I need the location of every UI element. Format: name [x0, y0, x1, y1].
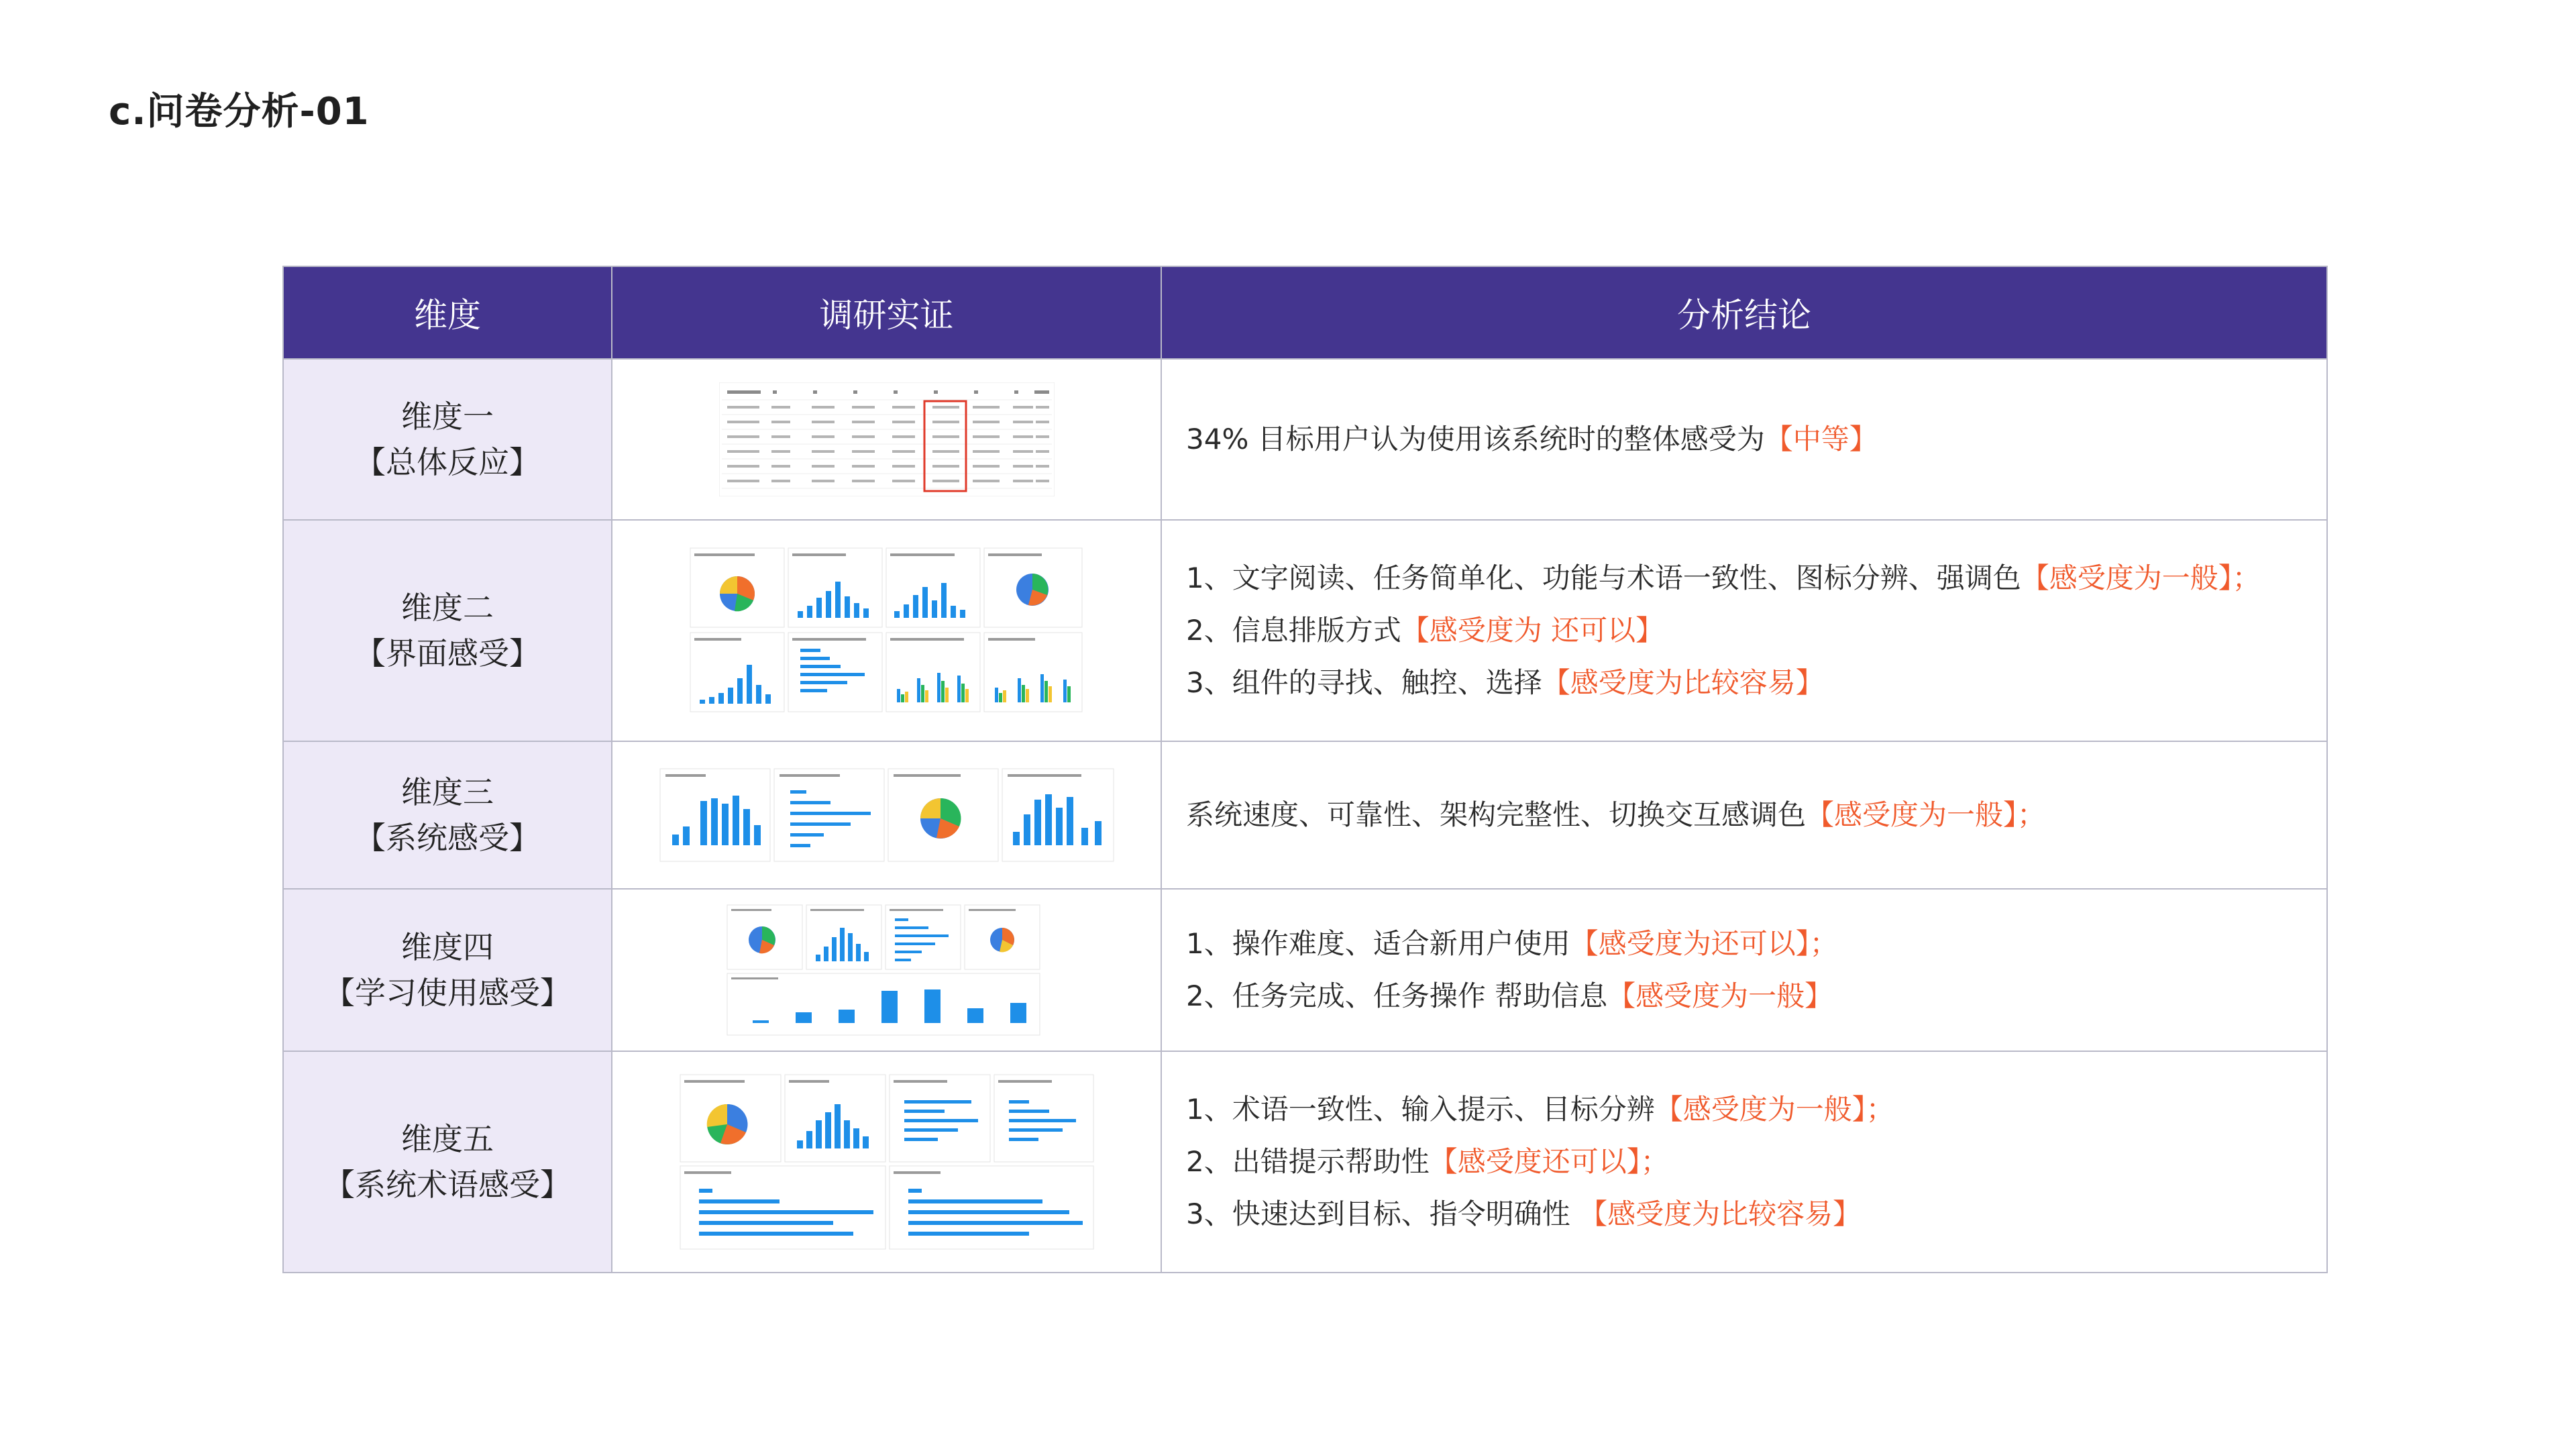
header-dimension: 维度 [283, 266, 612, 359]
conclusion-text: 3、组件的寻找、触控、选择 [1186, 666, 1542, 699]
conclusion-highlight: 【感受度为一般】； [1654, 1093, 1894, 1126]
conclusion-highlight: 【中等】 [1764, 423, 1878, 455]
chart-grid-thumbnail [679, 1073, 1095, 1250]
dimension-cell [283, 359, 612, 520]
chart-grid-thumbnail [689, 547, 1085, 714]
conclusion-line [1186, 789, 2326, 841]
conclusion-cell [1161, 359, 2327, 520]
conclusion-cell [1161, 520, 2327, 741]
conclusion-highlight: 【感受度为一般】 [1607, 979, 1833, 1012]
conclusion-text: 系统速度、可靠性、架构完整性、切换交互感调色 [1186, 798, 1807, 831]
dimension-label: 【学习使用感受】 [324, 975, 571, 1011]
evidence-cell [612, 889, 1161, 1051]
header-evidence: 调研实证 [612, 266, 1161, 359]
dimension-name: 维度二 [401, 590, 494, 626]
table-row [283, 741, 2327, 889]
evidence-cell [612, 741, 1161, 889]
conclusion-line [1186, 970, 2326, 1022]
dimension-name: 维度一 [401, 398, 494, 435]
conclusion-text: 3、快速达到目标、指令明确性 [1186, 1197, 1580, 1230]
conclusion-line [1186, 413, 2326, 466]
dimension-cell [283, 741, 612, 889]
evidence-cell [612, 359, 1161, 520]
table-header-row [283, 266, 2327, 359]
dimension-cell [283, 1051, 612, 1273]
conclusion-highlight: 【感受度为比较容易】 [1542, 666, 1824, 699]
conclusion-line [1186, 1083, 2326, 1136]
conclusion-line [1186, 1188, 2326, 1240]
survey-table-thumbnail [719, 382, 1055, 496]
conclusion-text: 1、操作难度、适合新用户使用 [1186, 927, 1570, 960]
dimension-cell [283, 889, 612, 1051]
conclusion-line [1186, 552, 2326, 604]
dimension-label: 【界面感受】 [355, 635, 540, 672]
conclusion-highlight: 【感受度为还可以】； [1570, 927, 1838, 960]
dimension-name: 维度五 [401, 1121, 494, 1157]
dimension-name: 维度四 [401, 929, 494, 965]
table-row [283, 889, 2327, 1051]
chart-bar-thumbnail [726, 904, 1048, 1036]
header-conclusion: 分析结论 [1161, 266, 2327, 359]
conclusion-highlight: 【感受度为比较容易】 [1579, 1197, 1862, 1230]
conclusion-cell [1161, 1051, 2327, 1273]
table-row [283, 359, 2327, 520]
table-row [283, 1051, 2327, 1273]
conclusion-line [1186, 657, 2326, 709]
conclusion-cell [1161, 889, 2327, 1051]
conclusion-text: 1、文字阅读、任务简单化、功能与术语一致性、图标分辨、强调色 [1186, 561, 2021, 594]
dimension-label: 【总体反应】 [355, 444, 540, 480]
conclusion-highlight: 【感受度为 还可以】 [1401, 614, 1664, 647]
conclusion-highlight: 【感受度为一般】； [1806, 798, 2046, 831]
table-row [283, 520, 2327, 741]
conclusion-highlight: 【感受度为一般】； [2021, 561, 2261, 594]
analysis-table [282, 266, 2328, 1273]
conclusion-line [1186, 1136, 2326, 1188]
conclusion-cell [1161, 741, 2327, 889]
chart-row-thumbnail [659, 767, 1115, 863]
dimension-label: 【系统感受】 [355, 820, 540, 856]
conclusion-text: 2、出错提示帮助性 [1186, 1145, 1430, 1178]
conclusion-line [1186, 604, 2326, 657]
conclusion-text: 2、任务完成、任务操作 帮助信息 [1186, 979, 1608, 1012]
conclusion-text: 2、信息排版方式 [1186, 614, 1401, 647]
conclusion-text: 34% 目标用户认为使用该系统时的整体感受为 [1186, 423, 1765, 455]
dimension-cell [283, 520, 612, 741]
page-title: c.问卷分析-01 [109, 90, 370, 133]
conclusion-highlight: 【感受度还可以】； [1429, 1145, 1669, 1178]
dimension-name: 维度三 [401, 774, 494, 810]
dimension-label: 【系统术语感受】 [324, 1167, 571, 1203]
evidence-cell [612, 1051, 1161, 1273]
conclusion-line [1186, 918, 2326, 970]
evidence-cell [612, 520, 1161, 741]
conclusion-text: 1、术语一致性、输入提示、目标分辨 [1186, 1093, 1655, 1126]
